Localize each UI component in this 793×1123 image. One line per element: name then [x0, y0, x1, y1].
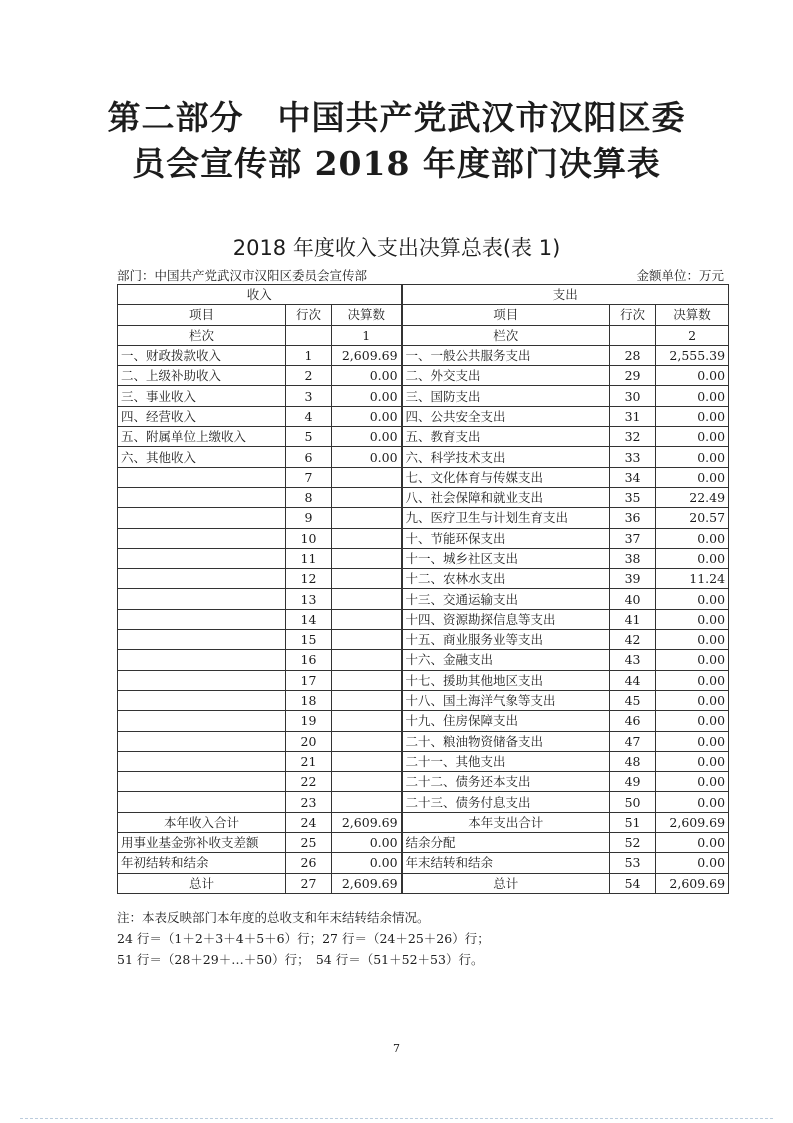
- income-row-no-cell: 23: [286, 792, 332, 812]
- income-column-blank: [286, 325, 332, 345]
- expense-header: 支出: [402, 285, 729, 305]
- expense-item-cell: 十六、金融支出: [402, 650, 610, 670]
- income-row-no-cell: 8: [286, 487, 332, 507]
- income-row-no-cell: 18: [286, 690, 332, 710]
- table-row: [118, 569, 729, 589]
- income-row-no-cell: 1: [286, 345, 332, 365]
- expense-row-no-cell: 54: [610, 873, 656, 893]
- income-amount-cell: [332, 508, 402, 528]
- income-item-cell: [118, 548, 286, 568]
- income-row-no-cell: 22: [286, 772, 332, 792]
- table-body: [118, 345, 729, 893]
- expense-item-cell: 十九、住房保障支出: [402, 711, 610, 731]
- income-amount-header: 决算数: [332, 305, 402, 325]
- expense-item-cell: 结余分配: [402, 833, 610, 853]
- income-item-header: 项目: [118, 305, 286, 325]
- income-amount-cell: [332, 690, 402, 710]
- expense-item-cell: 总计: [402, 873, 610, 893]
- table-row: [118, 548, 729, 568]
- expense-column-number: 2: [656, 325, 729, 345]
- income-item-cell: [118, 792, 286, 812]
- note-line: 24 行＝（1＋2＋3＋4＋5＋6）行；27 行＝（24＋25＋26）行；: [117, 931, 490, 946]
- income-amount-cell: [332, 751, 402, 771]
- expense-column-blank: [610, 325, 656, 345]
- expense-amount-cell: 0.00: [656, 406, 729, 426]
- income-item-cell: [118, 650, 286, 670]
- scan-edge-line: [20, 1118, 773, 1119]
- expense-row-no-cell: 46: [610, 711, 656, 731]
- expense-item-cell: 七、文化体育与传媒支出: [402, 467, 610, 487]
- table-row: [118, 589, 729, 609]
- expense-item-cell: 二十三、债务付息支出: [402, 792, 610, 812]
- budget-table: [117, 284, 729, 894]
- table-row: [118, 406, 729, 426]
- table-row: [118, 487, 729, 507]
- table-row: [118, 386, 729, 406]
- table-row: [118, 711, 729, 731]
- income-item-cell: 四、经营收入: [118, 406, 286, 426]
- income-row-no-cell: 27: [286, 873, 332, 893]
- expense-item-cell: 十八、国土海洋气象等支出: [402, 690, 610, 710]
- expense-row-no-cell: 51: [610, 812, 656, 832]
- income-item-cell: [118, 609, 286, 629]
- income-amount-cell: 0.00: [332, 366, 402, 386]
- income-item-cell: [118, 467, 286, 487]
- expense-item-cell: 四、公共安全支出: [402, 406, 610, 426]
- table-row: [118, 345, 729, 365]
- income-column-number: 1: [332, 325, 402, 345]
- income-item-cell: 年初结转和结余: [118, 853, 286, 873]
- expense-amount-cell: 2,555.39: [656, 345, 729, 365]
- expense-amount-cell: 0.00: [656, 386, 729, 406]
- income-item-cell: [118, 589, 286, 609]
- expense-column-label: 栏次: [402, 325, 610, 345]
- expense-item-cell: 年末结转和结余: [402, 853, 610, 873]
- expense-row-no-cell: 32: [610, 427, 656, 447]
- expense-row-no-cell: 31: [610, 406, 656, 426]
- expense-amount-cell: 11.24: [656, 569, 729, 589]
- income-amount-cell: [332, 528, 402, 548]
- income-row-no-cell: 9: [286, 508, 332, 528]
- expense-amount-cell: 0.00: [656, 528, 729, 548]
- expense-row-no-cell: 45: [610, 690, 656, 710]
- income-row-no-cell: 15: [286, 630, 332, 650]
- expense-row-no-cell: 53: [610, 853, 656, 873]
- expense-row-no-cell: 33: [610, 447, 656, 467]
- unit-label: 金额单位：万元: [636, 268, 724, 283]
- income-item-cell: 二、上级补助收入: [118, 366, 286, 386]
- expense-row-no-cell: 30: [610, 386, 656, 406]
- expense-amount-cell: 0.00: [656, 630, 729, 650]
- income-row-no-cell: 10: [286, 528, 332, 548]
- income-row-no-cell: 25: [286, 833, 332, 853]
- table-row: [118, 508, 729, 528]
- expense-item-cell: 二十二、债务还本支出: [402, 772, 610, 792]
- income-item-cell: [118, 487, 286, 507]
- table-row: [118, 467, 729, 487]
- income-amount-cell: [332, 650, 402, 670]
- expense-amount-cell: 0.00: [656, 609, 729, 629]
- expense-item-cell: 一、一般公共服务支出: [402, 345, 610, 365]
- table-row: [118, 609, 729, 629]
- expense-amount-cell: 0.00: [656, 366, 729, 386]
- expense-item-cell: 十五、商业服务业等支出: [402, 630, 610, 650]
- table-row: [118, 690, 729, 710]
- income-row-no-cell: 13: [286, 589, 332, 609]
- income-amount-cell: [332, 589, 402, 609]
- expense-row-no-cell: 38: [610, 548, 656, 568]
- expense-row-no-cell: 34: [610, 467, 656, 487]
- table-row: [118, 528, 729, 548]
- income-header: 收入: [118, 285, 402, 305]
- income-item-cell: [118, 690, 286, 710]
- income-amount-cell: [332, 731, 402, 751]
- expense-row-no-cell: 35: [610, 487, 656, 507]
- table-row: [118, 873, 729, 893]
- income-row-no-header: 行次: [286, 305, 332, 325]
- table-meta: [117, 266, 727, 284]
- income-row-no-cell: 2: [286, 366, 332, 386]
- income-row-no-cell: 24: [286, 812, 332, 832]
- expense-amount-cell: 0.00: [656, 467, 729, 487]
- expense-row-no-cell: 42: [610, 630, 656, 650]
- note-line: 51 行＝（28＋29＋…＋50）行； 54 行＝（51＋52＋53）行。: [117, 952, 484, 967]
- income-item-cell: 六、其他收入: [118, 447, 286, 467]
- expense-amount-cell: 0.00: [656, 447, 729, 467]
- expense-row-no-cell: 36: [610, 508, 656, 528]
- expense-item-cell: 十一、城乡社区支出: [402, 548, 610, 568]
- notes: [117, 907, 490, 970]
- expense-row-no-cell: 49: [610, 772, 656, 792]
- table-row: [118, 853, 729, 873]
- income-amount-cell: [332, 467, 402, 487]
- income-column-label: 栏次: [118, 325, 286, 345]
- expense-item-cell: 本年支出合计: [402, 812, 610, 832]
- table-row: [118, 670, 729, 690]
- income-item-cell: 用事业基金弥补收支差额: [118, 833, 286, 853]
- table-row: [118, 630, 729, 650]
- income-item-cell: [118, 670, 286, 690]
- income-row-no-cell: 19: [286, 711, 332, 731]
- income-amount-cell: [332, 609, 402, 629]
- income-item-cell: 三、事业收入: [118, 386, 286, 406]
- expense-row-no-cell: 50: [610, 792, 656, 812]
- expense-row-no-header: 行次: [610, 305, 656, 325]
- expense-amount-cell: 0.00: [656, 772, 729, 792]
- expense-row-no-cell: 43: [610, 650, 656, 670]
- expense-item-cell: 九、医疗卫生与计划生育支出: [402, 508, 610, 528]
- income-row-no-cell: 20: [286, 731, 332, 751]
- income-amount-cell: 2,609.69: [332, 873, 402, 893]
- income-amount-cell: 0.00: [332, 406, 402, 426]
- note-line: 注：本表反映部门本年度的总收支和年末结转结余情况。: [117, 910, 430, 925]
- expense-item-cell: 八、社会保障和就业支出: [402, 487, 610, 507]
- expense-amount-cell: 0.00: [656, 711, 729, 731]
- expense-row-no-cell: 48: [610, 751, 656, 771]
- expense-amount-cell: 0.00: [656, 751, 729, 771]
- expense-amount-cell: 20.57: [656, 508, 729, 528]
- expense-row-no-cell: 47: [610, 731, 656, 751]
- table-row: [118, 772, 729, 792]
- income-row-no-cell: 16: [286, 650, 332, 670]
- income-amount-cell: 0.00: [332, 386, 402, 406]
- income-row-no-cell: 4: [286, 406, 332, 426]
- income-row-no-cell: 21: [286, 751, 332, 771]
- income-amount-cell: 0.00: [332, 833, 402, 853]
- page-title-line-2: 员会宣传部 2018 年度部门决算表: [132, 144, 661, 183]
- expense-item-cell: 二十、粮油物资储备支出: [402, 731, 610, 751]
- expense-item-cell: 二、外交支出: [402, 366, 610, 386]
- expense-amount-cell: 0.00: [656, 690, 729, 710]
- expense-row-no-cell: 40: [610, 589, 656, 609]
- income-item-cell: 本年收入合计: [118, 812, 286, 832]
- income-row-no-cell: 11: [286, 548, 332, 568]
- expense-amount-cell: 0.00: [656, 589, 729, 609]
- income-amount-cell: [332, 569, 402, 589]
- department-label: 部门：中国共产党武汉市汉阳区委员会宣传部: [117, 268, 368, 283]
- expense-item-cell: 三、国防支出: [402, 386, 610, 406]
- expense-amount-cell: 0.00: [656, 650, 729, 670]
- table-row: [118, 427, 729, 447]
- page-number: 7: [393, 1042, 400, 1055]
- income-row-no-cell: 26: [286, 853, 332, 873]
- income-amount-cell: 0.00: [332, 427, 402, 447]
- page-title-line-1: 第二部分 中国共产党武汉市汉阳区委: [107, 98, 686, 137]
- expense-amount-cell: 0.00: [656, 670, 729, 690]
- expense-item-cell: 二十一、其他支出: [402, 751, 610, 771]
- income-row-no-cell: 7: [286, 467, 332, 487]
- expense-row-no-cell: 28: [610, 345, 656, 365]
- income-amount-cell: [332, 487, 402, 507]
- expense-row-no-cell: 52: [610, 833, 656, 853]
- table-row: [118, 731, 729, 751]
- expense-amount-cell: 2,609.69: [656, 873, 729, 893]
- expense-amount-cell: 0.00: [656, 792, 729, 812]
- expense-amount-cell: 22.49: [656, 487, 729, 507]
- table-row: [118, 751, 729, 771]
- expense-item-cell: 十四、资源勘探信息等支出: [402, 609, 610, 629]
- expense-item-cell: 六、科学技术支出: [402, 447, 610, 467]
- table-row: [118, 447, 729, 467]
- expense-amount-cell: 0.00: [656, 833, 729, 853]
- expense-amount-cell: 0.00: [656, 853, 729, 873]
- income-item-cell: [118, 711, 286, 731]
- income-amount-cell: 2,609.69: [332, 345, 402, 365]
- income-item-cell: [118, 528, 286, 548]
- income-amount-cell: [332, 630, 402, 650]
- expense-item-header: 项目: [402, 305, 610, 325]
- income-item-cell: [118, 731, 286, 751]
- income-item-cell: [118, 751, 286, 771]
- income-amount-cell: [332, 548, 402, 568]
- income-row-no-cell: 3: [286, 386, 332, 406]
- income-item-cell: [118, 630, 286, 650]
- income-item-cell: [118, 772, 286, 792]
- table-row: [118, 792, 729, 812]
- expense-amount-cell: 0.00: [656, 548, 729, 568]
- expense-item-cell: 十七、援助其他地区支出: [402, 670, 610, 690]
- income-amount-cell: 0.00: [332, 853, 402, 873]
- income-row-no-cell: 14: [286, 609, 332, 629]
- income-item-cell: 总计: [118, 873, 286, 893]
- expense-row-no-cell: 37: [610, 528, 656, 548]
- expense-row-no-cell: 39: [610, 569, 656, 589]
- table-row: [118, 366, 729, 386]
- income-item-cell: [118, 508, 286, 528]
- expense-item-cell: 十三、交通运输支出: [402, 589, 610, 609]
- income-row-no-cell: 17: [286, 670, 332, 690]
- table-title: 2018 年度收入支出决算总表(表 1): [232, 236, 561, 260]
- income-row-no-cell: 6: [286, 447, 332, 467]
- expense-row-no-cell: 29: [610, 366, 656, 386]
- expense-row-no-cell: 44: [610, 670, 656, 690]
- income-row-no-cell: 5: [286, 427, 332, 447]
- table-row: [118, 650, 729, 670]
- income-item-cell: [118, 569, 286, 589]
- expense-amount-cell: 0.00: [656, 731, 729, 751]
- income-amount-cell: 0.00: [332, 447, 402, 467]
- income-item-cell: 一、财政拨款收入: [118, 345, 286, 365]
- expense-item-cell: 十二、农林水支出: [402, 569, 610, 589]
- expense-item-cell: 十、节能环保支出: [402, 528, 610, 548]
- income-item-cell: 五、附属单位上缴收入: [118, 427, 286, 447]
- income-amount-cell: [332, 670, 402, 690]
- income-amount-cell: 2,609.69: [332, 812, 402, 832]
- table-row: [118, 833, 729, 853]
- income-row-no-cell: 12: [286, 569, 332, 589]
- income-amount-cell: [332, 772, 402, 792]
- income-amount-cell: [332, 711, 402, 731]
- expense-amount-cell: 0.00: [656, 427, 729, 447]
- expense-row-no-cell: 41: [610, 609, 656, 629]
- table-row: [118, 812, 729, 832]
- income-amount-cell: [332, 792, 402, 812]
- expense-item-cell: 五、教育支出: [402, 427, 610, 447]
- expense-amount-cell: 2,609.69: [656, 812, 729, 832]
- expense-amount-header: 决算数: [656, 305, 729, 325]
